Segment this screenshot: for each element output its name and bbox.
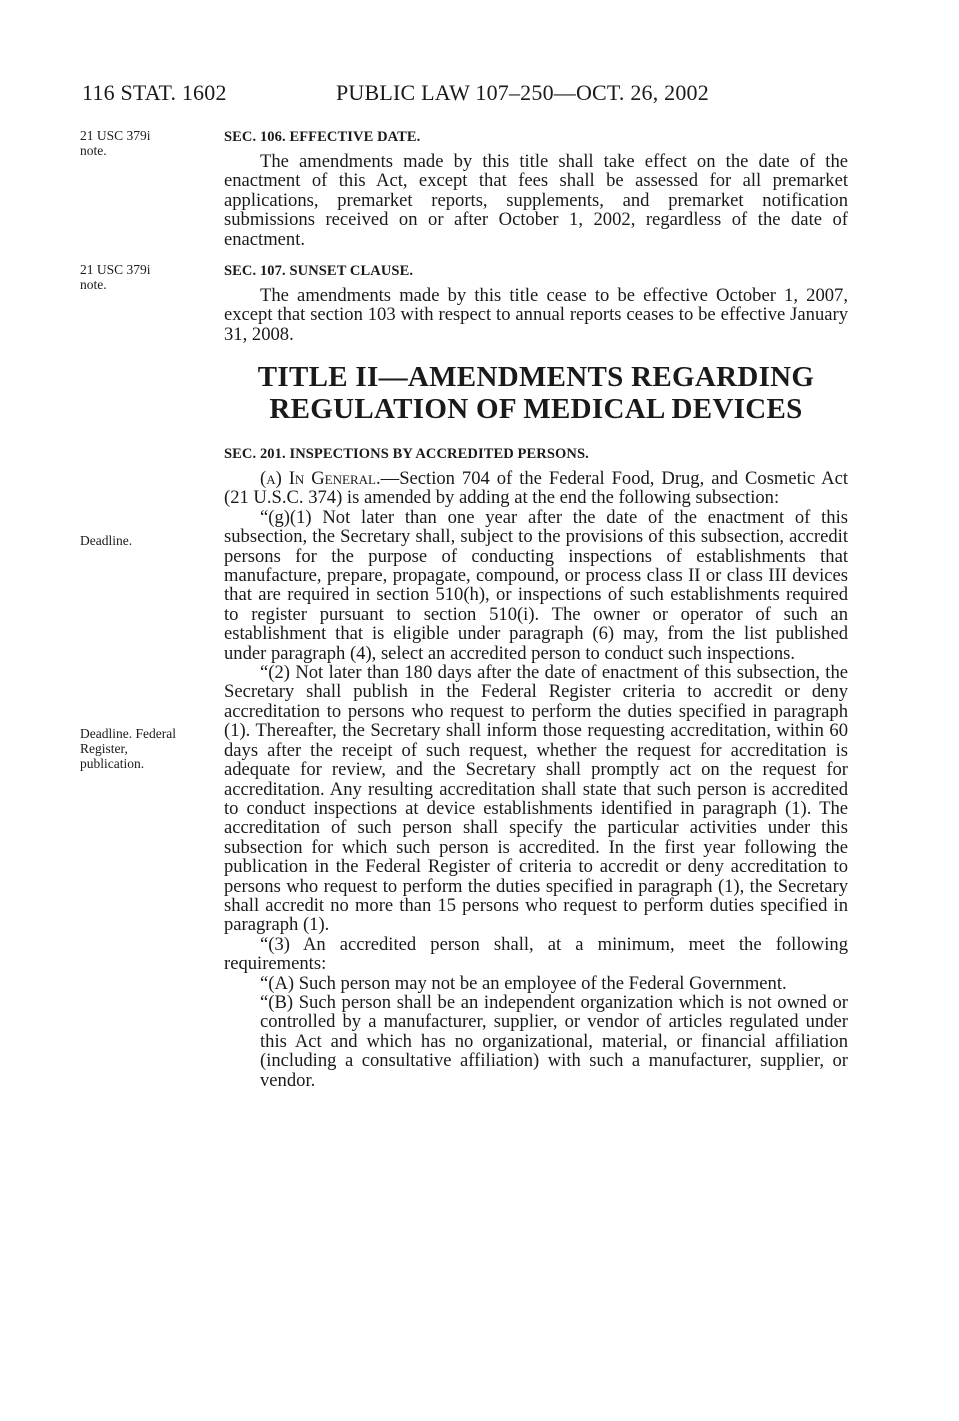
section-106-text: The amendments made by this title shall take effect on the date of the enactment of this Act, except that fees shall be assessed for all premarket applications, premarket reports, supplements, and premarket notification submissions received on or after October 1, 2002, regardless of the date of enactment. bbox=[224, 151, 848, 250]
paragraph-2: “(2) Not later than 180 days after the date of enactment of this subsection, the Secretary shall publish in the Federal Register criteria to accredit or deny accreditation to persons who request to perform the duties specified in paragraph (1). Thereafter, the Secretary shall inform those requesting accreditation, within 60 days after the receipt of such request, whether the request for accreditation is adequate for review, and the Secretary shall promptly act on the request for accreditation. Any resulting accreditation shall state that such person is accredited to conduct inspections at device establishments identified in paragraph (1). The accreditation of such person shall specify the particular activities under this subsection for which such person is accredited. In the first year following the publication in the Federal Register of criteria to accredit or deny accreditation to persons who request to perform the duties specified in paragraph (1), the Secretary shall accredit no more than 15 persons who request to perform duties specified in paragraph (1). bbox=[224, 662, 848, 936]
section-201 bbox=[224, 446, 848, 1090]
title-ii-heading bbox=[224, 361, 848, 425]
section-107 bbox=[224, 263, 848, 344]
title-ii-line-1: TITLE II—AMENDMENTS REGARDING bbox=[257, 361, 815, 393]
public-law-citation: PUBLIC LAW 107–250—OCT. 26, 2002 bbox=[336, 80, 709, 105]
paragraph-3: “(3) An accredited person shall, at a minimum, meet the following requirements: bbox=[224, 933, 848, 975]
subsection-a-label: (a) In General. bbox=[260, 468, 381, 489]
folio: 116 STAT. 1602 bbox=[82, 80, 227, 105]
section-201-heading: SEC. 201. INSPECTIONS BY ACCREDITED PERSONS. bbox=[224, 446, 589, 462]
margin-note-deadline-federal-register: Deadline. Federal Register, publication. bbox=[80, 726, 176, 771]
margin-note-usc-2: 21 USC 379i note. bbox=[80, 262, 151, 292]
margin-note-deadline-1: Deadline. bbox=[80, 533, 133, 548]
paragraph-3-b: “(B) Such person shall be an independent organization which is not owned or controlled by a manufacturer, supplier, or vendor of articles regulated under this Act and which has no organizational, material, or financial affiliation (including a consultative affiliation) with such a manufacturer, supplier, or vendor. bbox=[260, 991, 848, 1091]
subsection-a-text: —Section 704 of the Federal Food, Drug, and Cosmetic Act (21 U.S.C. 374) is amended by adding at the end the following subsection: bbox=[224, 468, 849, 509]
subsection-a bbox=[224, 469, 848, 508]
title-ii-line-2: REGULATION OF MEDICAL DEVICES bbox=[269, 393, 803, 425]
section-107-heading: SEC. 107. SUNSET CLAUSE. bbox=[224, 263, 414, 279]
section-107-text: The amendments made by this title cease to be effective October 1, 2007, except that section 103 with respect to annual reports ceases to be effective January 31, 2008. bbox=[224, 285, 848, 345]
section-106 bbox=[224, 129, 848, 249]
section-106-heading: SEC. 106. EFFECTIVE DATE. bbox=[224, 129, 421, 145]
margin-note-usc-1: 21 USC 379i note. bbox=[80, 128, 151, 158]
paragraph-g1: “(g)(1) Not later than one year after the date of the enactment of this subsection, the Secretary shall, subject to the provisions of this subsection, accredit persons for the purpose of conducting inspections of establishments that manufacture, prepare, propagate, compound, or process class II or class III devices that are required in section 510(h), or inspections of such establishments required to register pursuant to section 510(i). The owner or operator of such an establishment that is eligible under paragraph (6) may, from the list published under paragraph (4), select an accredited person to conduct such inspections. bbox=[224, 506, 848, 664]
paragraph-3-a: “(A) Such person may not be an employee of the Federal Government. bbox=[260, 972, 787, 994]
